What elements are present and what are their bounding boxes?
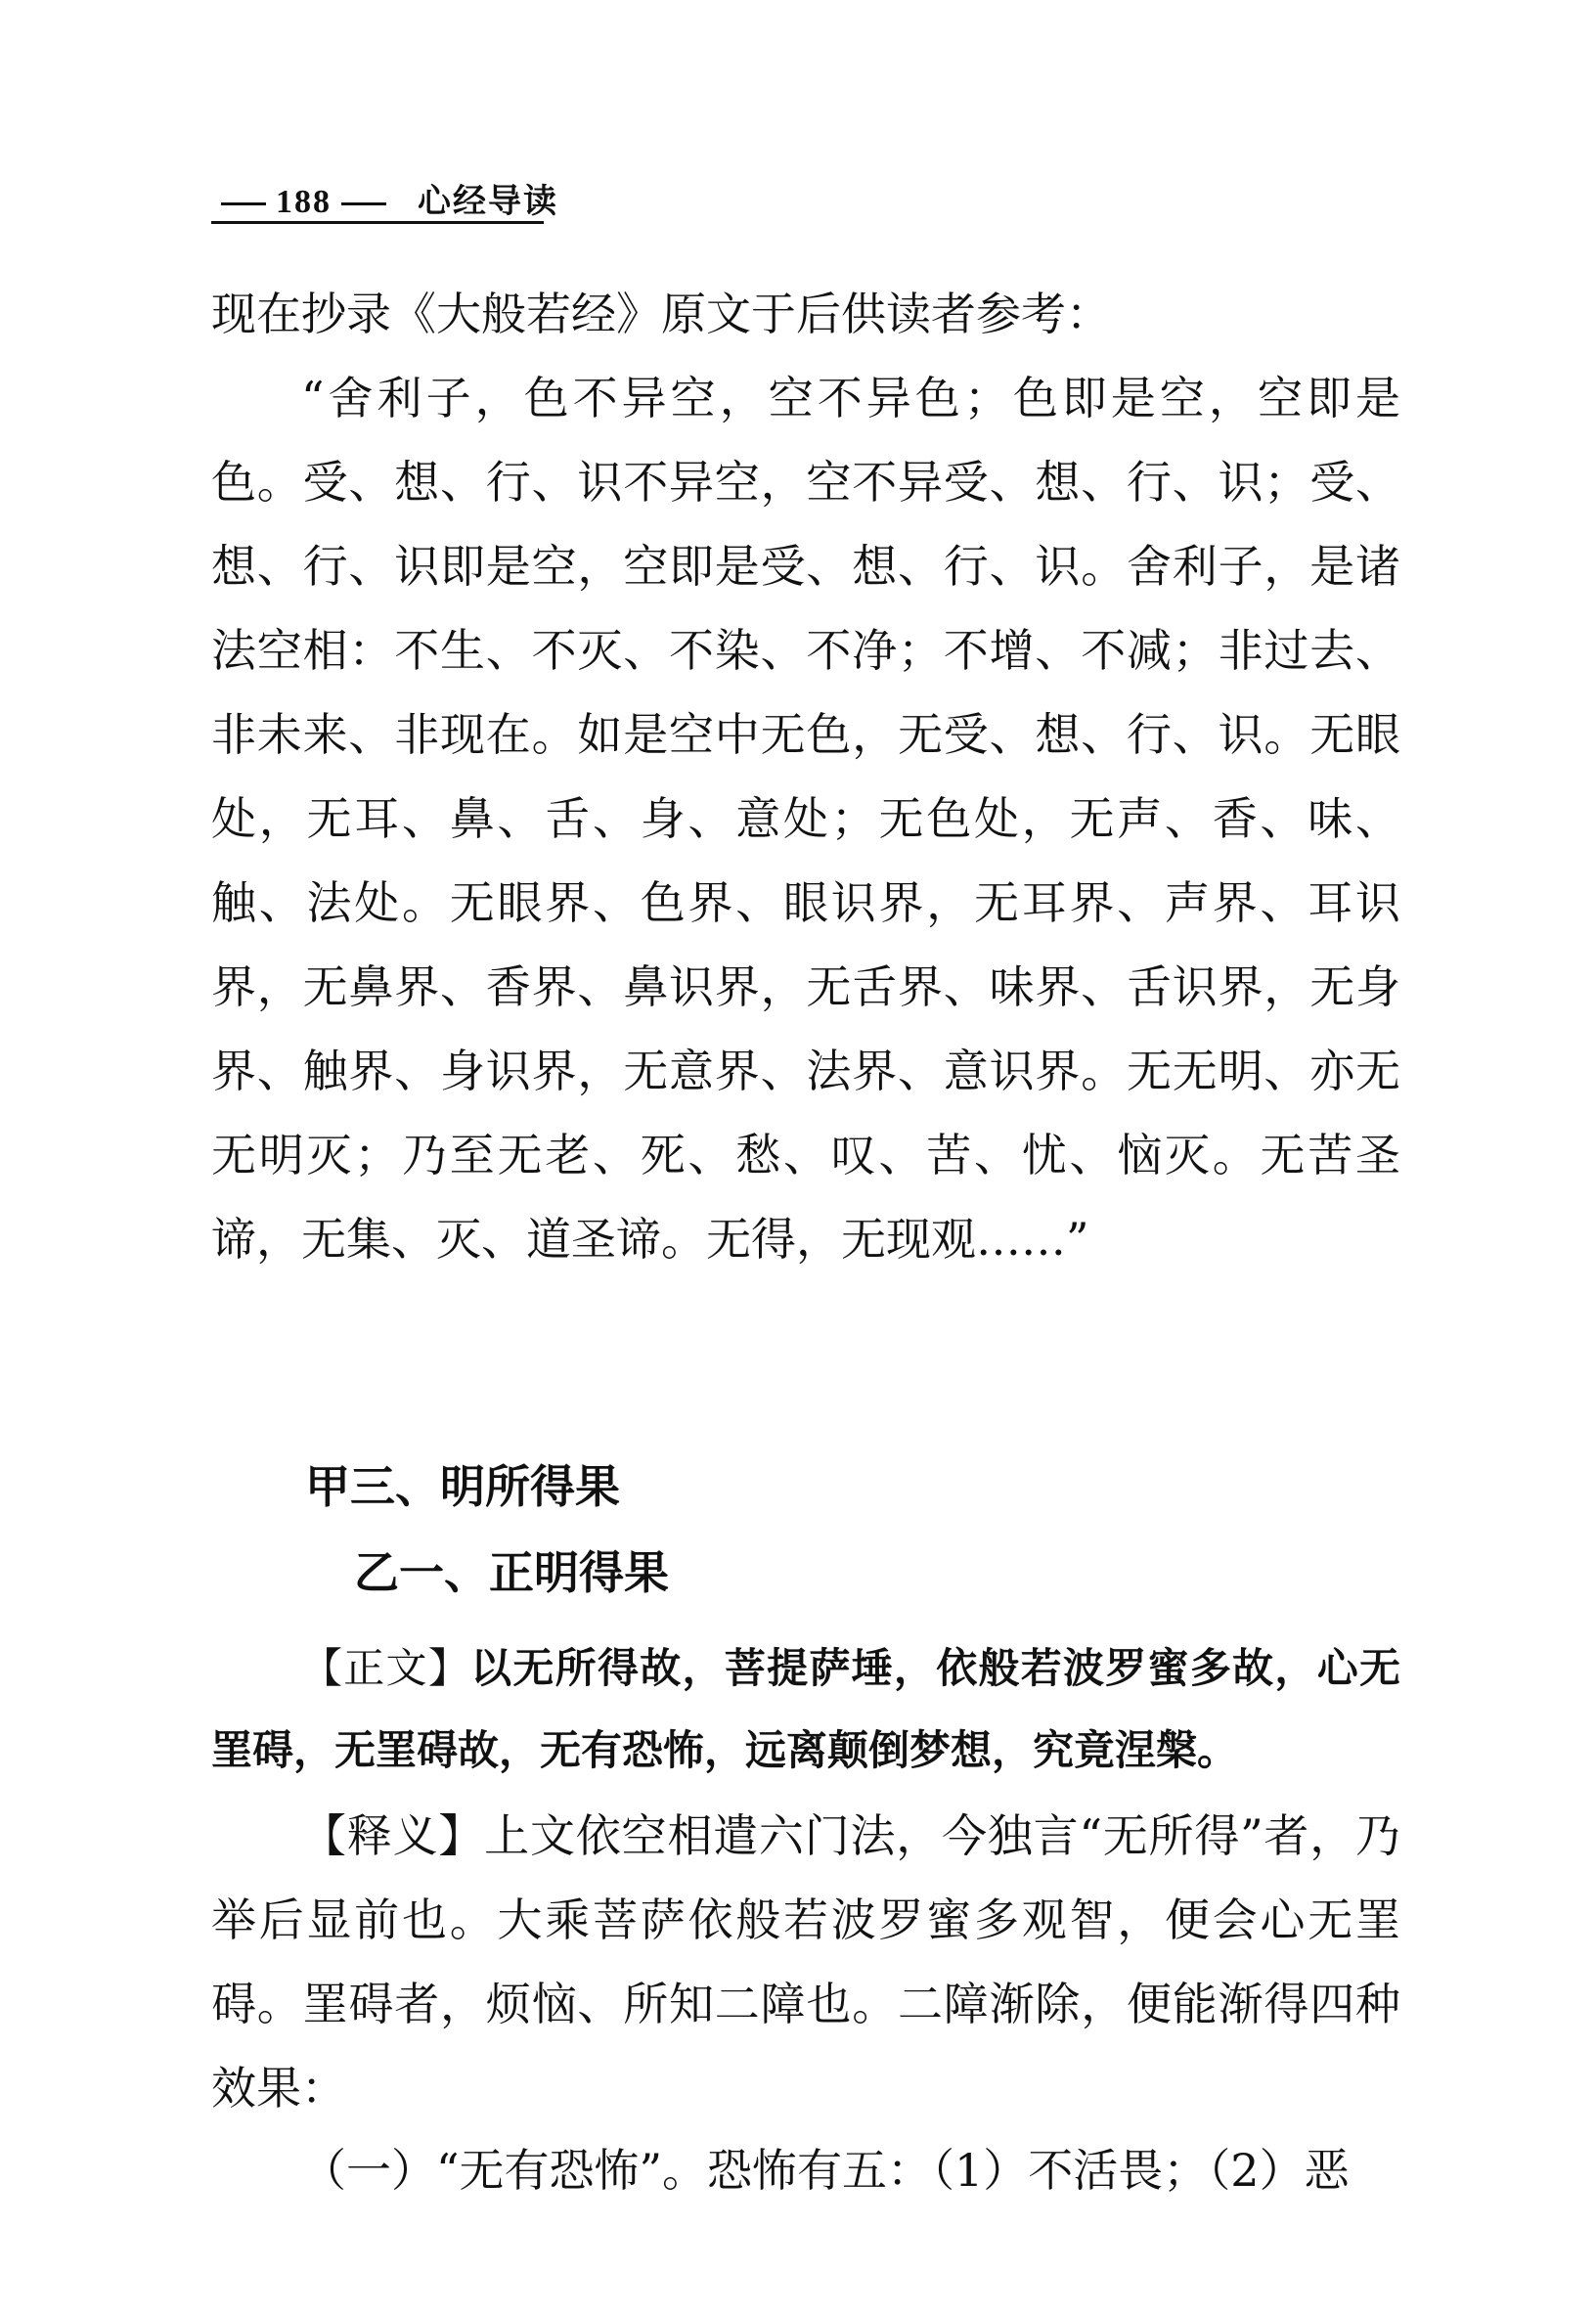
shiyi-text: 上文依空相遣六门法，今独言“无所得”者，乃举后显前也。大乘菩萨依般若波罗蜜多观智，便会心无罣碍。罣碍者，烦恼、所知二障也。二障渐除，便能渐得四种效果：	[211, 1809, 1400, 2115]
shiyi-tag: 【释义】	[301, 1809, 485, 1862]
header-rule	[211, 221, 544, 224]
shiyi-paragraph	[211, 1794, 1400, 2130]
section-heading-1: 甲三、明所得果	[305, 1460, 620, 1513]
zhengwen-text: 以无所得故，菩提萨埵，依般若波罗蜜多故，心无罣碍，无罣碍故，无有恐怖，远离颠倒梦想，究竟涅槃。	[211, 1644, 1400, 1774]
section-heading-2: 乙一、正明得果	[354, 1546, 669, 1599]
intro-line: 现在抄录《大般若经》原文于后供读者参考：	[211, 288, 1111, 340]
dash-left	[221, 202, 266, 205]
list-item-1: （一）“无有恐怖”。恐怖有五：（1）不活畏；（2）恶	[301, 2144, 1350, 2197]
page-number: 188	[276, 184, 332, 220]
dash-right	[341, 202, 386, 205]
zhengwen-tag: 【正文】	[301, 1644, 471, 1692]
sutra-quote: “舍利子，色不异空，空不异色；色即是空，空即是色。受、想、行、识不异空，空不异受、想、行、识；受、想、行、识即是空，空即是受、想、行、识。舍利子，是诸法空相：不生、不灭、不染、不净；不增、不减；非过去、非未来、非现在。如是空中无色，无受、想、行、识。无眼处，无耳、鼻、舌、身、意处；无色处，无声、香、味、触、法处。无眼界、色界、眼识界，无耳界、声界、耳识界，无鼻界、香界、鼻识界，无舌界、味界、舌识界，无身界、触界、身识界，无意界、法界、意识界。无无明、亦无无明灭；乃至无老、死、愁、叹、苦、忧、恼灭。无苦圣谛，无集、灭、道圣谛。无得，无现观……”	[211, 372, 1400, 1266]
running-head	[211, 174, 558, 222]
zhengwen-paragraph	[211, 1627, 1400, 1792]
book-title: 心经导读	[418, 182, 558, 221]
main-text-block	[211, 272, 1400, 1281]
